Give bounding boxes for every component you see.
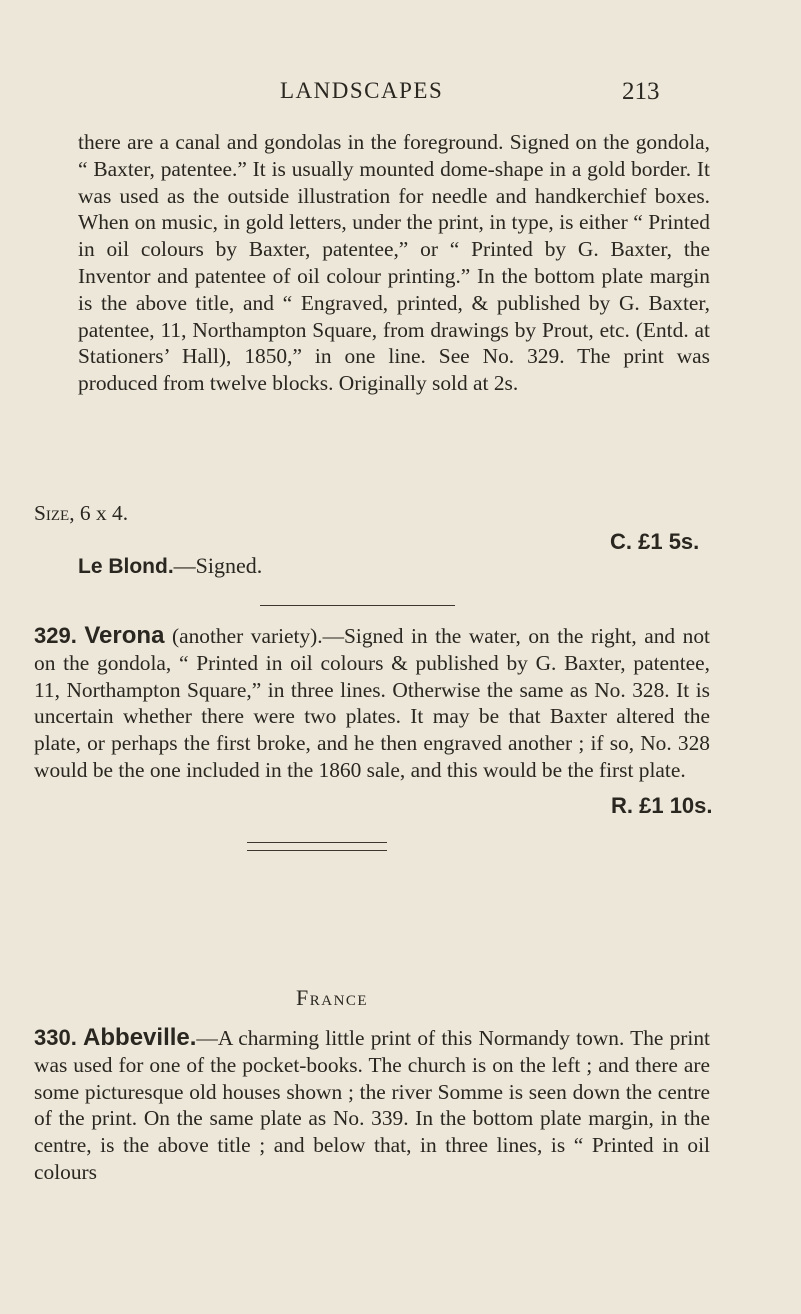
running-title: LANDSCAPES	[280, 78, 444, 103]
entry-number: 329.	[34, 623, 77, 648]
entry-330	[34, 1025, 710, 1186]
signer-line	[78, 553, 262, 579]
double-rule-bottom	[247, 850, 387, 851]
entry-number: 330.	[34, 1025, 77, 1050]
price-328: C. £1 5s.	[610, 529, 700, 554]
price-329: R. £1 10s.	[611, 793, 713, 818]
entry-328-continuation: there are a canal and gondolas in the foreground. Signed on the gondola, “ Baxter, patentee.” It is usually mounted dome-shape in a gold border. It was used as the outside illustration for needle and handkerchief boxes. When on music, in gold letters, under the print, in type, is either “ Printed in oil colours by Baxter, patentee,” or “ Printed by G. Baxter, the Inventor and patentee of oil colour printing.” In the bottom plate margin is the above title, and “ Engraved, printed, & published by G. Baxter, patentee, 11, Northampton Square, from drawings by Prout, etc. (Entd. at Stationers’ Hall), 1850,” in one line. See No. 329. The print was produced from twelve blocks. Originally sold at 2s.	[78, 130, 710, 396]
signer-note: —Signed.	[173, 553, 263, 578]
running-head	[0, 78, 801, 112]
divider-rule	[260, 605, 455, 606]
entry-text: —A charming little print of this Normandy town. The print was used for one of the pocket-books. The church is on the left ; and there are some picturesque old houses shown ; the river Somme is seen down the centre of the print. On the same plate as No. 339. In the bottom plate margin, in the centre, is the above title ; and below that, in three lines, is “ Printed in oil colours	[34, 1026, 710, 1184]
entry-text: (another variety).—Signed in the water, on the right, and not on the gondola, “ Printed in oil colours & published by G. Baxter, patentee, 11, Northampton Square,” in three lines. Otherwise the same as No. 328. It is uncertain whether there were two plates. It may be that Baxter altered the plate, or perhaps the first broke, and he then engraved another ; if so, No. 328 would be the one included in the 1860 sale, and this would be the first plate.	[34, 624, 710, 782]
signer-name: Le Blond.	[78, 555, 174, 578]
entry-title: Abbeville.	[83, 1024, 197, 1051]
entry-title: Verona	[84, 622, 165, 649]
entry-329	[34, 623, 710, 784]
size-value: , 6 x 4.	[69, 501, 129, 525]
section-heading: France	[296, 985, 369, 1010]
double-rule-top	[247, 842, 387, 843]
page-number: 213	[622, 78, 660, 105]
size-line	[34, 501, 128, 526]
size-label: Size	[34, 501, 70, 525]
